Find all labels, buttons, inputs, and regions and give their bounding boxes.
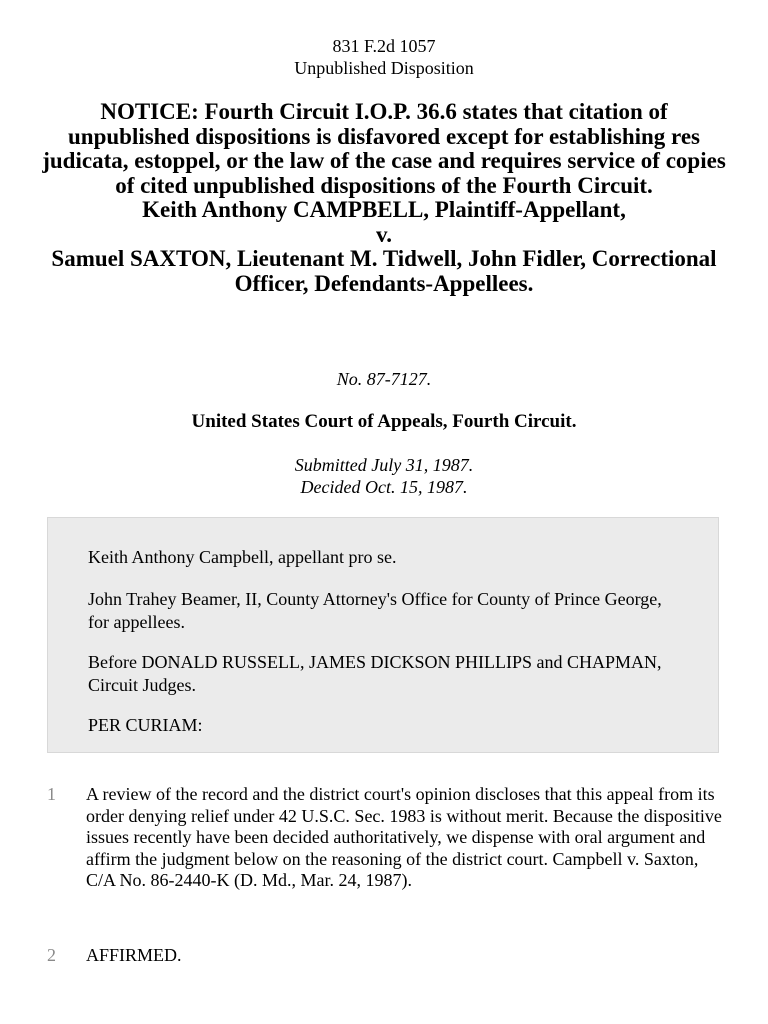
decision-dates (0, 454, 768, 498)
judges-panel: Before DONALD RUSSELL, JAMES DICKSON PHILLIPS and CHAPMAN, Circuit Judges. (88, 652, 662, 695)
docket-number: No. 87-7127. (336, 369, 432, 389)
paragraph-text: AFFIRMED. (86, 945, 182, 965)
case-citation-header (0, 35, 768, 79)
paragraph-text: A review of the record and the district court's opinion discloses that this appeal from its order denying relief under 42 U.S.C. Sec. 1983 is without merit. Because the dispositive issues recently have been decided authoritatively, we dispense with oral argument and affirm the judgment below on the reasoning of the district court. Campbell v. Saxton, C/A No. 86-2440-K (D. Md., Mar. 24, 1987). (86, 784, 722, 890)
unpublished-notice: NOTICE: Fourth Circuit I.O.P. 36.6 states that citation of unpublished dispositions is disfavored except for establishing res judicata, estoppel, or the law of the case and requires service of copies of cited unpublished dispositions of the Fourth Circuit. (42, 99, 726, 198)
appellees-counsel: John Trahey Beamer, II, County Attorney's Office for County of Prince George, for appellees. (88, 589, 662, 632)
case-caption (40, 100, 728, 296)
defendants-names: Samuel SAXTON, Lieutenant M. Tidwell, John Fidler, Correctional Officer, Defendants-Appellees. (51, 246, 717, 296)
per-curiam-label: PER CURIAM: (88, 715, 203, 735)
versus-label: v. (376, 221, 392, 247)
paragraph-number: 1 (47, 784, 56, 804)
appellant-counsel: Keith Anthony Campbell, appellant pro se. (88, 547, 397, 567)
disposition-label: Unpublished Disposition (294, 58, 474, 78)
reporter-citation: 831 F.2d 1057 (332, 36, 436, 56)
counsel-panel (47, 517, 719, 753)
plaintiff-name: Keith Anthony CAMPBELL, Plaintiff-Appellant, (142, 197, 626, 222)
paragraph-number: 2 (47, 945, 56, 965)
court-name: United States Court of Appeals, Fourth Circuit. (191, 411, 577, 432)
decided-date: Decided Oct. 15, 1987. (300, 477, 468, 497)
submitted-date: Submitted July 31, 1987. (294, 455, 474, 475)
